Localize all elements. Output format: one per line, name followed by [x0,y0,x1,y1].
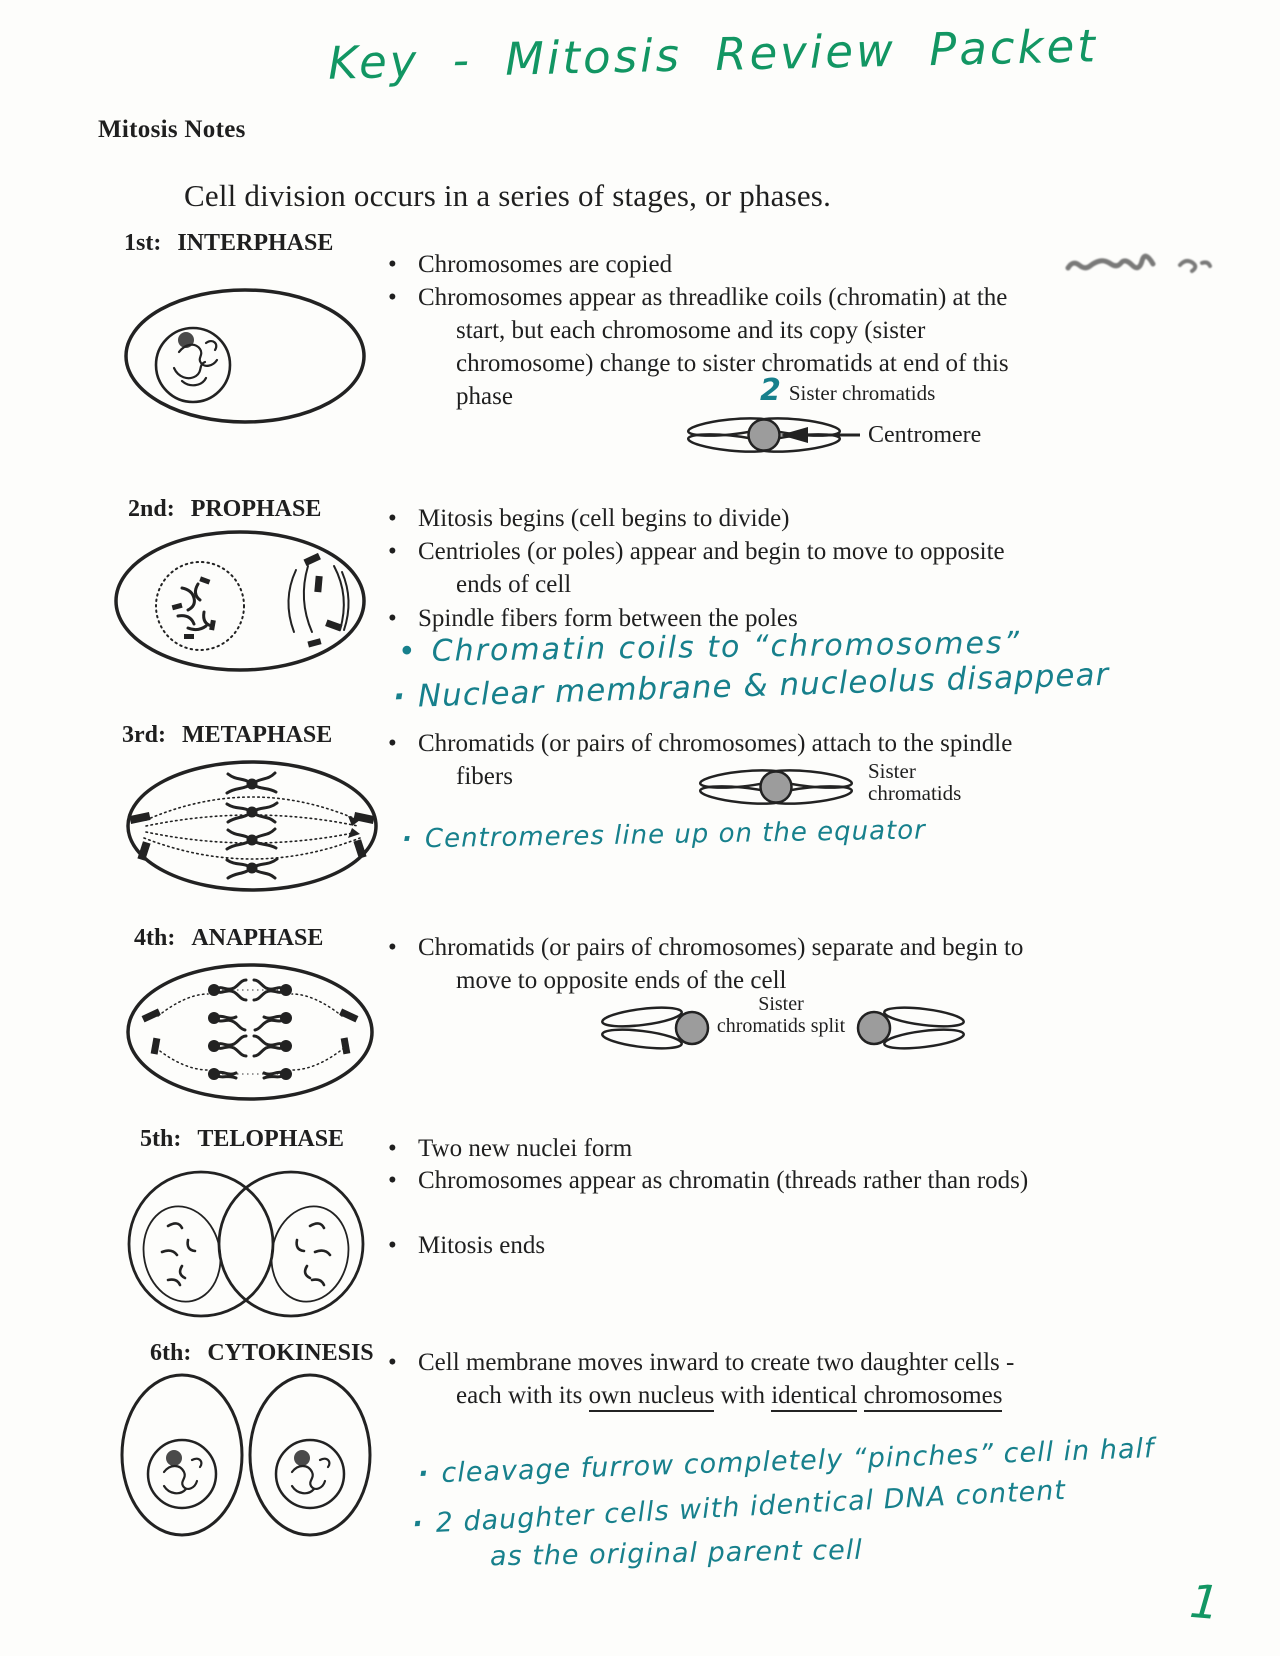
sister-chromatids-label: Sister chromatids [788,381,936,405]
split-chromatid-right-icon [850,1000,966,1056]
doc-title: Mitosis Notes [98,116,246,143]
anaphase-cell-diagram [124,962,376,1102]
bullet-dot [388,248,418,281]
sister-chromatid-icon [698,764,858,810]
chromosomes-right [254,980,292,1080]
bullet-item [388,1132,1046,1165]
metaphase-cell-diagram [124,758,380,894]
handwritten-key-title: Key - Mitosis Review Packet [327,19,1099,90]
chromosome [227,859,277,878]
bullet-text: Centrioles (or poles) appear and begin to move to opposite ends of cell [418,538,1005,598]
daughter-cell-left-nucleus [148,1440,216,1508]
bullet-dot [388,602,418,635]
handwritten-text: as the original parent cell [489,1534,863,1573]
phase-label-interphase [124,230,333,257]
handwritten-count-2: 2 [760,373,781,408]
phase-order: 5th: [140,1126,182,1152]
bullet-dot [388,727,418,760]
bullet-segment: with [714,1382,772,1409]
telophase-cell-diagram [96,1162,396,1322]
phase-name: INTERPHASE [177,230,334,256]
centromere-label: Centromere [868,421,982,448]
handwritten-text: Centromeres line up on the equator [424,815,927,855]
handwritten-text: Nuclear membrane & nucleolus disappear [417,656,1110,715]
bullet-dot [388,1346,418,1379]
bullet-item [388,535,1046,601]
phase-order: 1st: [124,230,162,256]
chromosome [227,829,276,849]
phase-name: CYTOKINESIS [207,1340,374,1366]
bullet-text: Spindle fibers form between the poles [418,605,798,632]
bullet-dot [388,535,418,568]
bullet-text: Chromatids (or pairs of chromosomes) attach to the spindle fibers [418,730,1013,790]
erased-scribble [1060,252,1230,278]
bullet-item [388,931,1046,997]
arrow-head [780,427,808,443]
phase-name: METAPHASE [182,722,333,748]
split-chromatid-left-icon [600,1000,716,1056]
handwritten-note [490,1535,863,1573]
bullet-item [388,502,1046,535]
chromatin-left [162,1223,195,1285]
cytokinesis-cells-diagram [118,1370,374,1540]
bullet-text: Mitosis ends [418,1232,546,1259]
handwritten-text: 2 daughter cells with identical DNA content [434,1474,1067,1539]
chromosome [227,773,276,793]
interphase-cell-diagram [122,286,368,428]
phase-label-telophase [140,1126,344,1153]
bullet-text: Mitosis begins (cell begins to divide) [418,505,790,532]
bullet-item [388,1229,1046,1262]
bullet-dot [388,502,418,535]
bullet-dot [388,931,418,964]
centromere-callout [686,412,981,458]
phase-name: TELOPHASE [197,1126,345,1152]
bullet-text: Chromatids (or pairs of chromosomes) separate and begin to move to opposite ends of the cell [418,934,1024,994]
phase-label-anaphase [134,925,323,952]
bullet-item [388,1164,1046,1197]
bullet-item [388,248,1230,281]
sister-chromatids-annotation [760,373,936,408]
bullet-text: Chromosomes appear as threadlike coils (chromatin) at the start, but each chromosome and its copy (sister chromosome) change to sister chromatids at end of this phase [418,284,1009,410]
daughter-cell-right-nucleus [276,1440,344,1508]
handwritten-text: cleavage furrow completely “pinches” cell in half [440,1433,1155,1490]
phase-name: ANAPHASE [191,925,324,951]
chromatin-right [297,1223,330,1285]
underlined-chromosomes: chromosomes [864,1382,1003,1412]
bullet-segment: Cell membrane moves inward to create two daughter cells - each with its [418,1349,1015,1409]
phase-order: 4th: [134,925,176,951]
phase-label-metaphase [122,722,332,749]
phase-order: 3rd: [122,722,166,748]
phase-order: 6th: [150,1340,192,1366]
handwritten-page-number: 1 [1187,1573,1222,1631]
bullet-item [388,281,1046,413]
underlined-identical: identical [771,1382,857,1412]
handwritten-text: Chromatin coils to “chromosomes” [431,625,1022,669]
bullet-dot [388,1132,418,1165]
bullet-dot [388,281,418,314]
bullet-text: Chromosomes appear as chromatin (threads rather than rods) [418,1167,1029,1194]
handwritten-note [402,815,926,854]
bullet-text: Two new nuclei form [418,1135,633,1162]
phase-label-cytokinesis [150,1340,374,1367]
bullet-text [418,1346,1046,1412]
phase-name: PROPHASE [190,496,322,522]
chromosome [227,803,277,822]
bullet-segment [857,1382,863,1409]
bullet-text: Chromosomes are copied [418,251,673,278]
sister-chromatid-icon [686,412,862,458]
phase-order: 2nd: [128,496,175,522]
phase-label-prophase [128,496,321,523]
sister-chromatids-split-label: Sister chromatids split [716,993,846,1037]
prophase-cell-diagram [112,528,368,674]
bullet-item [388,1346,1046,1412]
chromosomes-left [208,980,246,1080]
intro-heading: Cell division occurs in a series of stages, or phases. [184,178,832,213]
sister-chromatids-label: Sister chromatids [868,759,962,805]
underlined-own-nucleus: own nucleus [589,1382,715,1412]
